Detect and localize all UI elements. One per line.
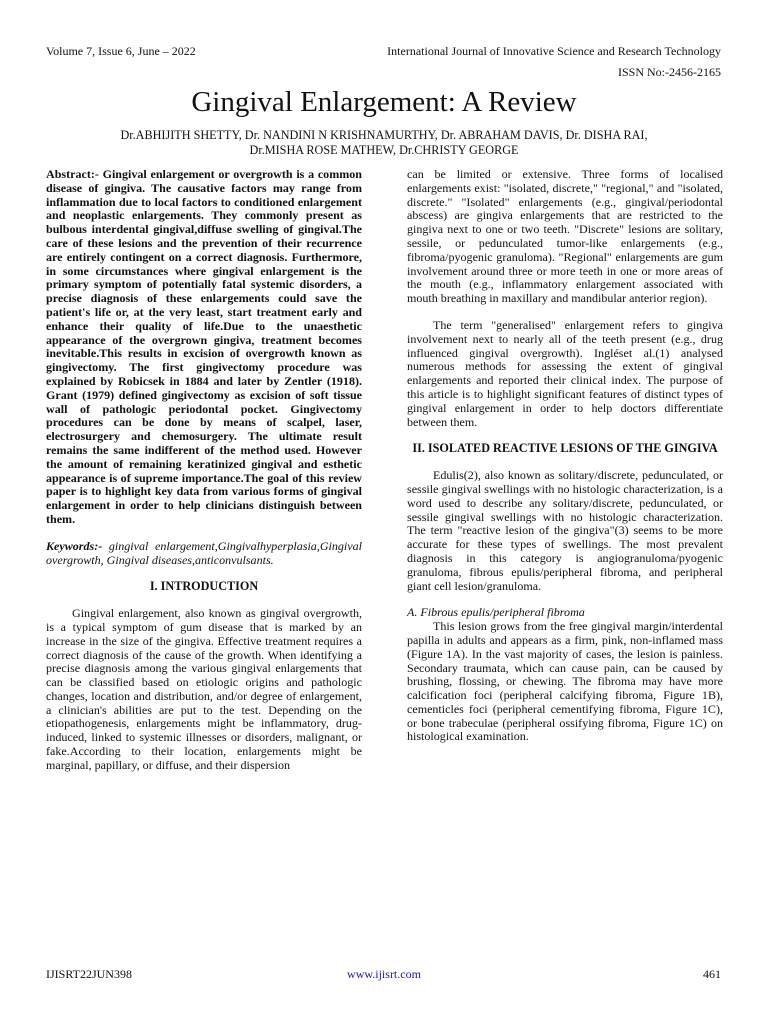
- left-column: [46, 168, 362, 773]
- fibroma-paragraph: This lesion grows from the free gingival margin/interdental papilla in adults and appears as a firm, pink, non-inflamed mass (Figure 1A). In the vast majority of cases, the lesion is painless. Secondary traumata, which can cause pain, can be caused by brushing, flossing, or chewing. The fibroma may have more calcification foci (peripheral calcifying fibroma, Figure 1B), cementicles foci (peripheral cementifying fibroma, Figure 1C), or bone trabeculae (peripheral ossifying fibroma, Figure 1C) on histological examination.: [407, 619, 723, 744]
- journal-website-link[interactable]: www.ijisrt.com: [347, 967, 421, 981]
- abstract: Abstract:- Gingival enlargement or overgrowth is a common disease of gingiva. The causative factors may range from inflammation due to local factors to conditioned enlargement and neoplastic enlargements. They commonly present as bulbous interdental gingival,diffuse swelling of gingival.The care of these lesions and the prevention of their recurrence are entirely contingent on a correct diagnosis. Furthermore, in some circumstances where gingival enlargement is the primary symptom of potentially fatal systemic disorders, a precise diagnosis of these enlargements could save the patient's life or, at the very least, start treatment early and enhance their quality of life.Due to the unaesthetic appearance of the overgrown gingiva, treatment becomes inevitable.This results in excision of overgrowth known as gingivectomy. The first gingivectomy procedure was explained by Robicsek in 1884 and later by Zentler (1918). Grant (1979) defined gingivectomy as excision of soft tissue wall of pathologic periodontal pocket. Gingivectomy procedures can be done by means of scalpel, laser, electrosurgery and chemosurgery. The ultimate result remains the same indifferent of the method used. However the amount of remaining keratinized gingival and esthetic appearance is of supreme importance.The goal of this review paper is to highlight key data from various forms of gingival enlargement in order to help clinicians distinguish between them.: [46, 167, 362, 526]
- issn: ISSN No:-2456-2165: [617, 65, 721, 79]
- section-heading-isolated-lesions: II. ISOLATED REACTIVE LESIONS OF THE GINGIVA: [412, 441, 718, 456]
- authors-line-1: Dr.ABHIJITH SHETTY, Dr. NANDINI N KRISHNAMURTHY, Dr. ABRAHAM DAVIS, Dr. DISHA RAI,: [120, 128, 648, 142]
- article-code: IJISRT22JUN398: [46, 967, 132, 981]
- right-column: [407, 168, 723, 744]
- section-heading-introduction: I. INTRODUCTION: [149, 579, 259, 594]
- keywords: [46, 540, 362, 568]
- introduction-continued: can be limited or extensive. Three forms of localised enlargements exist: "isolated, discrete," "regional," and "isolated, discrete." "Isolated" enlargements (e.g., gingival/periodontal abscess) are gingiva enlargements that are restricted to the gingiva next to one or two teeth. "Discrete" lesions are solitary, sessile, or pedunculated tumor-like enlargements (e.g., fibroma/pyogenic granuloma). "Regional" enlargements are gum involvement around three or more teeth in one or more areas of the mouth (e.g., inflammatory enlargement associated with mouth breathing in maxillary and mandibular anterior region).: [407, 167, 723, 306]
- subsection-heading-fibrous-epulis: A. Fibrous epulis/peripheral fibroma: [407, 605, 585, 620]
- authors: [60, 128, 708, 158]
- journal-name: International Journal of Innovative Science and Research Technology: [387, 44, 721, 58]
- epulis-paragraph: Edulis(2), also known as solitary/discrete, pedunculated, or sessile gingival swellings with no histologic characterization, is a word used to describe any solitary/discrete, pedunculated, or sessile gingival swellings with no histologic characterization. The term "reactive lesion of the gingiva"(3) seems to be more accurate for these types of swellings. The most prevalent diagnosis in this category is angiogranuloma/pyogenic granuloma, fibrous epulis/peripheral fibroma, and peripheral giant cell lesion/granuloma.: [407, 468, 723, 593]
- introduction-paragraph: Gingival enlargement, also known as gingival overgrowth, is a typical symptom of gum disease that is marked by an increase in the size of the gingiva. Effective treatment requires a correct diagnosis of the cause of the growth. When identifying a precise diagnosis among the various gingival enlargements that can be classified based on etiologic origins and pathologic changes, location and distribution, and/or degree of enlargement, a clinician's abilities are put to the test. Depending on the etiopathogenesis, enlargements might be inflammatory, drug-induced, linked to systemic illnesses or disorders, malignant, or fake.According to their location, enlargements might be marginal, papillary, or diffuse, and their dispersion: [46, 606, 362, 772]
- page-number: 461: [703, 967, 721, 981]
- volume-issue: Volume 7, Issue 6, June – 2022: [46, 44, 196, 58]
- keywords-label: Keywords:-: [46, 538, 103, 553]
- authors-line-2: Dr.MISHA ROSE MATHEW, Dr.CHRISTY GEORGE: [249, 143, 519, 157]
- paper-title: Gingival Enlargement: A Review: [191, 86, 577, 118]
- generalised-paragraph: The term "generalised" enlargement refers to gingiva involvement next to nearly all of the teeth present (e.g., drug influenced gingival overgrowth). Ingléset al.(1) analysed numerous methods for assessing the extent of gingival enlargements and reported their clinical index. The purpose of this article is to highlight significant features of distinct types of gingival enlargement in order to help doctors differentiate between them.: [407, 317, 723, 429]
- keywords-text: gingival enlargement,Gingivalhyperplasia,Gingival overgrowth, Gingival diseases,anticonvulsants.: [46, 538, 362, 567]
